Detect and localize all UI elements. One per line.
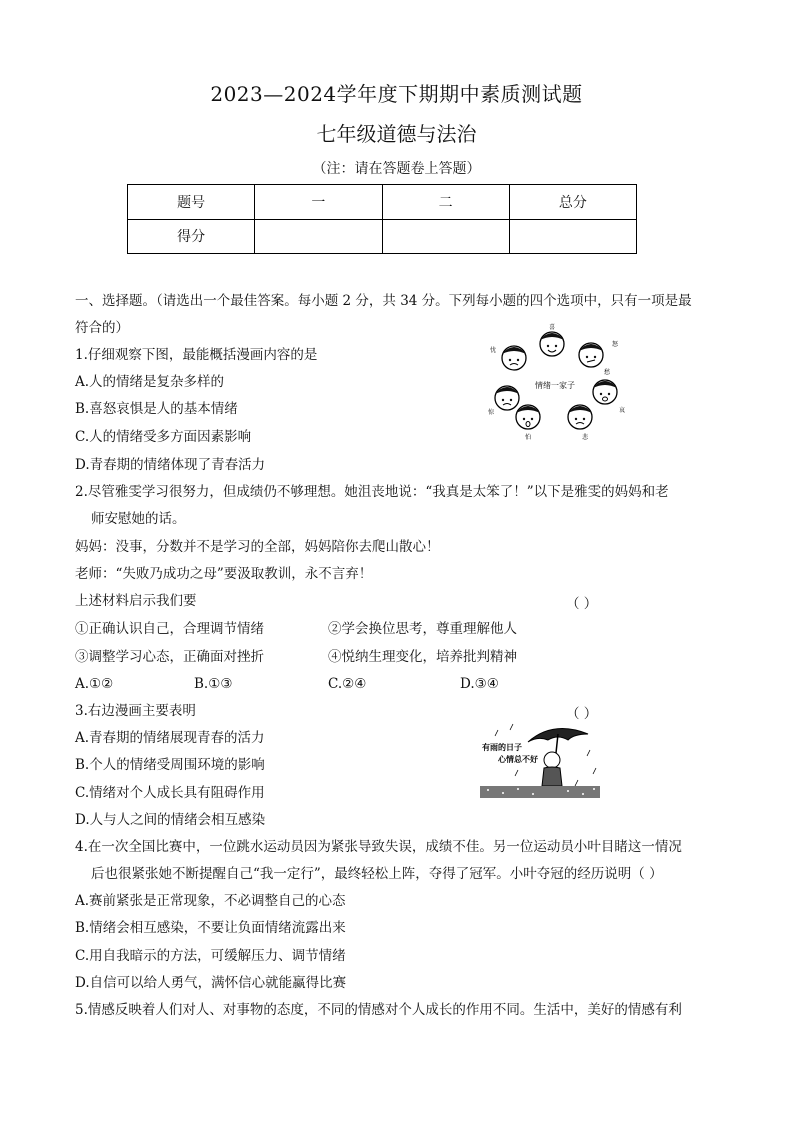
exam-title: 2023—2024学年度下期期中素质测试题 [210,82,583,106]
question-stem: 2.尽管雅雯学习很努力，但成绩仍不够理想。她沮丧地说：“我真是太笨了！”以下是雅雯的妈妈和老 [75,484,669,500]
option-c: C.用自我暗示的方法，可缓解压力、调节情绪 [75,948,346,964]
score-cell [255,219,382,254]
material-mom: 妈妈：没事，分数并不是学习的全部，妈妈陪你去爬山散心！ [75,539,440,555]
cartoon-text: 有雨的日子 [482,743,522,752]
option-a: A.①② [75,676,114,692]
question-stem: 3.右边漫画主要表明 [75,703,196,719]
option-b: B.①③ [194,676,233,692]
option-a: A.青春期的情绪展现青春的活力 [75,730,265,746]
option-b: B.个人的情绪受周围环境的影响 [75,757,265,773]
option-a: A.赛前紧张是正常现象，不必调整自己的心态 [75,893,346,909]
option-a: A.人的情绪是复杂多样的 [75,374,225,390]
emotion-family-cartoon [485,322,630,444]
score-table-header-row [128,185,637,220]
option-c: C.人的情绪受多方面因素影响 [75,429,252,445]
cartoon-label: 悲 [581,434,589,441]
question-prompt: 上述材料启示我们要 [75,593,197,609]
cartoon-text: 心情总不好 [498,755,538,764]
cartoon-label: 忧 [489,347,497,354]
score-cell: 一 [255,185,382,220]
option-d: D.③④ [460,676,499,692]
score-cell [509,219,636,254]
cartoon-center-label: 情绪一家子 [535,381,575,390]
score-cell: 总分 [509,185,636,220]
answer-bracket: （ ） [566,706,598,722]
cartoon-label: 怕 [524,434,532,441]
section-heading: 一、选择题。（请选出一个最佳答案。每小题 2 分，共 34 分。下列每小题的四个选项中，只有一项是最 [75,293,692,309]
question-stem: 5.情感反映着人们对人、对事物的态度，不同的情感对个人成长的作用不同。生活中，美好的情感有利 [75,1002,682,1018]
score-cell: 得分 [128,219,255,254]
option-d: D.青春期的情绪体现了青春活力 [75,457,266,473]
option-d: D.自信可以给人勇气，满怀信心就能赢得比赛 [75,975,347,991]
option-c: C.②④ [328,676,367,692]
question-stem: 4.在一次全国比赛中，一位跳水运动员因为紧张导致失误，成绩不佳。另一位运动员小叶目睹这一情况 [75,839,682,855]
rainy-day-cartoon [478,720,603,800]
cartoon-label: 怒 [611,341,619,348]
statement-3: ③调整学习心态，正确面对挫折 [75,649,264,665]
material-teacher: 老师：“失败乃成功之母”要汲取教训，永不言弃！ [75,566,373,582]
score-table-score-row [128,219,637,254]
score-cell: 题号 [128,185,255,220]
option-b: B.情绪会相互感染，不要让负面情绪流露出来 [75,920,346,936]
section-heading-cont: 符合的） [75,320,129,336]
question-stem-cont: 后也很紧张她不断提醒自己“我一定行”，最终轻松上阵，夺得了冠军。小叶夺冠的经历说明（ ） [91,866,663,882]
statement-1: ①正确认识自己，合理调节情绪 [75,621,264,637]
option-b: B.喜怒哀惧是人的基本情绪 [75,401,238,417]
score-cell: 二 [382,185,509,220]
option-c: C.情绪对个人成长具有阻碍作用 [75,785,265,801]
cartoon-label: 惊 [487,409,495,416]
subject-title: 七年级道德与法治 [316,122,477,146]
answer-bracket: （ ） [566,596,598,612]
statement-2: ②学会换位思考，尊重理解他人 [328,621,517,637]
cartoon-label: 喜 [548,324,556,331]
score-table [127,184,637,254]
question-stem: 1.仔细观察下图，最能概括漫画内容的是 [75,347,318,363]
cartoon-label: 哀 [618,407,626,414]
question-stem-cont: 师安慰她的话。 [91,511,186,527]
exam-note: （注：请在答题卷上答题） [312,161,481,177]
statement-4: ④悦纳生理变化，培养批判精神 [328,649,517,665]
cartoon-label: 愁 [603,369,611,376]
score-cell [382,219,509,254]
option-d: D.人与人之间的情绪会相互感染 [75,812,266,828]
